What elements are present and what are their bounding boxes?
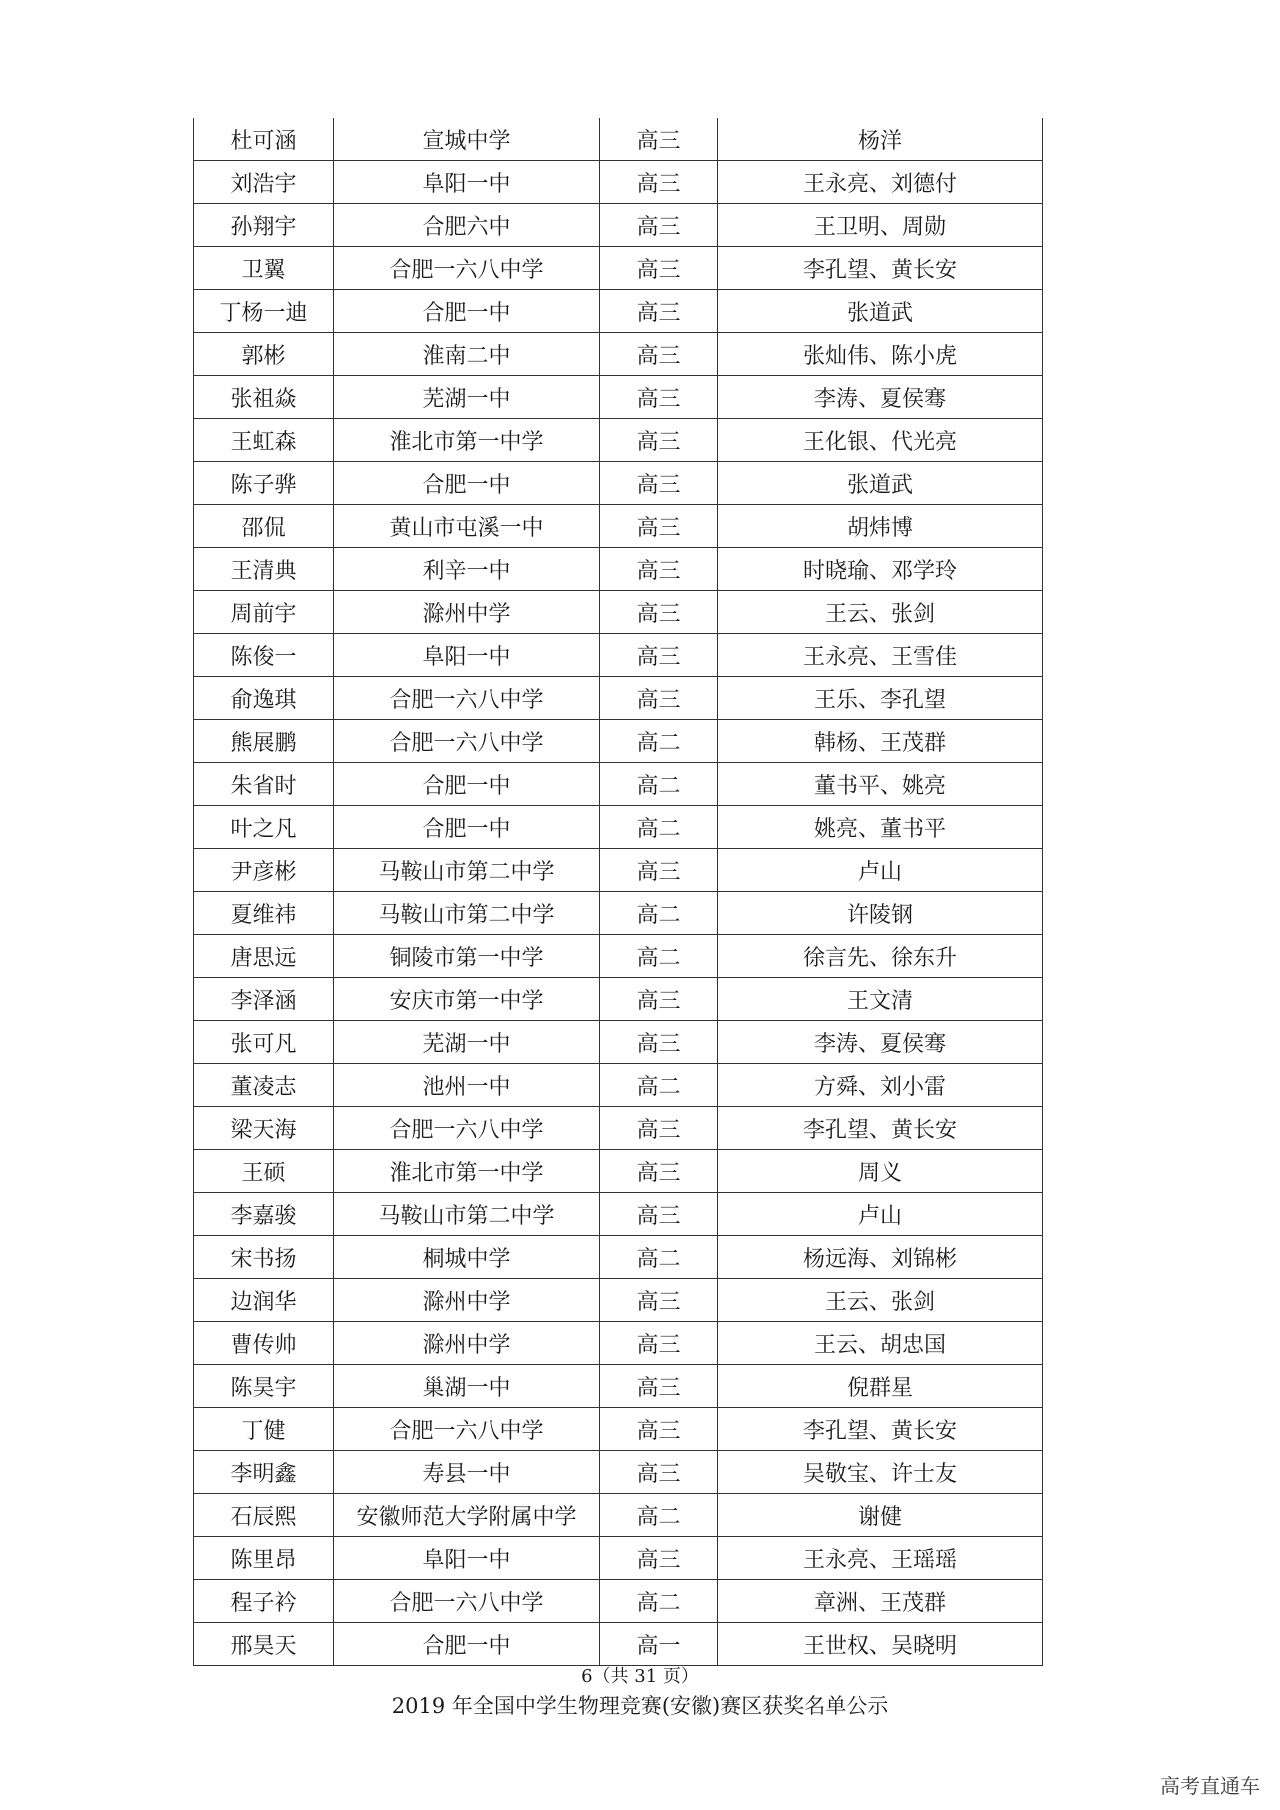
table-row bbox=[194, 806, 1043, 849]
grade-cell: 高三 bbox=[600, 548, 718, 591]
table-row bbox=[194, 849, 1043, 892]
student-name-cell: 陈昊宇 bbox=[194, 1365, 334, 1408]
student-name-cell: 陈里昂 bbox=[194, 1537, 334, 1580]
school-cell: 安徽师范大学附属中学 bbox=[334, 1494, 600, 1537]
table-row bbox=[194, 1279, 1043, 1322]
table-row bbox=[194, 290, 1043, 333]
table-row bbox=[194, 591, 1043, 634]
school-cell: 马鞍山市第二中学 bbox=[334, 892, 600, 935]
student-name-cell: 宋书扬 bbox=[194, 1236, 334, 1279]
table-row bbox=[194, 247, 1043, 290]
grade-cell: 高二 bbox=[600, 720, 718, 763]
grade-cell: 高一 bbox=[600, 1623, 718, 1666]
teacher-cell: 姚亮、董书平 bbox=[718, 806, 1043, 849]
teacher-cell: 王世权、吴晓明 bbox=[718, 1623, 1043, 1666]
teacher-cell: 周义 bbox=[718, 1150, 1043, 1193]
school-cell: 合肥一中 bbox=[334, 1623, 600, 1666]
grade-cell: 高三 bbox=[600, 677, 718, 720]
page-number: 6（共 31 页） bbox=[581, 1666, 699, 1687]
school-cell: 巢湖一中 bbox=[334, 1365, 600, 1408]
table-row bbox=[194, 1623, 1043, 1666]
teacher-cell: 倪群星 bbox=[718, 1365, 1043, 1408]
teacher-cell: 章洲、王茂群 bbox=[718, 1580, 1043, 1623]
student-name-cell: 俞逸琪 bbox=[194, 677, 334, 720]
student-name-cell: 王清典 bbox=[194, 548, 334, 591]
teacher-cell: 王永亮、王雪佳 bbox=[718, 634, 1043, 677]
teacher-cell: 许陵钢 bbox=[718, 892, 1043, 935]
teacher-cell: 王卫明、周勋 bbox=[718, 204, 1043, 247]
school-cell: 芜湖一中 bbox=[334, 1021, 600, 1064]
grade-cell: 高三 bbox=[600, 247, 718, 290]
teacher-cell: 吴敬宝、许士友 bbox=[718, 1451, 1043, 1494]
school-cell: 合肥一六八中学 bbox=[334, 1107, 600, 1150]
teacher-cell: 李涛、夏侯骞 bbox=[718, 376, 1043, 419]
grade-cell: 高三 bbox=[600, 634, 718, 677]
grade-cell: 高二 bbox=[600, 1494, 718, 1537]
grade-cell: 高三 bbox=[600, 204, 718, 247]
school-cell: 利辛一中 bbox=[334, 548, 600, 591]
grade-cell: 高二 bbox=[600, 1580, 718, 1623]
school-cell: 安庆市第一中学 bbox=[334, 978, 600, 1021]
grade-cell: 高三 bbox=[600, 505, 718, 548]
teacher-cell: 王云、张剑 bbox=[718, 1279, 1043, 1322]
school-cell: 合肥一六八中学 bbox=[334, 720, 600, 763]
table-row bbox=[194, 1021, 1043, 1064]
grade-cell: 高三 bbox=[600, 333, 718, 376]
teacher-cell: 王文清 bbox=[718, 978, 1043, 1021]
table-row bbox=[194, 677, 1043, 720]
teacher-cell: 时晓瑜、邓学玲 bbox=[718, 548, 1043, 591]
student-name-cell: 王虹森 bbox=[194, 419, 334, 462]
school-cell: 合肥一中 bbox=[334, 462, 600, 505]
grade-cell: 高二 bbox=[600, 763, 718, 806]
school-cell: 阜阳一中 bbox=[334, 634, 600, 677]
table-row bbox=[194, 720, 1043, 763]
grade-cell: 高二 bbox=[600, 935, 718, 978]
student-name-cell: 李嘉骏 bbox=[194, 1193, 334, 1236]
school-cell: 合肥一中 bbox=[334, 806, 600, 849]
teacher-cell: 王化银、代光亮 bbox=[718, 419, 1043, 462]
student-name-cell: 陈子骅 bbox=[194, 462, 334, 505]
student-name-cell: 边润华 bbox=[194, 1279, 334, 1322]
student-name-cell: 梁天海 bbox=[194, 1107, 334, 1150]
grade-cell: 高二 bbox=[600, 892, 718, 935]
teacher-cell: 李涛、夏侯骞 bbox=[718, 1021, 1043, 1064]
student-name-cell: 张可凡 bbox=[194, 1021, 334, 1064]
teacher-cell: 胡炜博 bbox=[718, 505, 1043, 548]
teacher-cell: 张道武 bbox=[718, 462, 1043, 505]
teacher-cell: 卢山 bbox=[718, 849, 1043, 892]
school-cell: 合肥六中 bbox=[334, 204, 600, 247]
teacher-cell: 张道武 bbox=[718, 290, 1043, 333]
grade-cell: 高三 bbox=[600, 849, 718, 892]
teacher-cell: 张灿伟、陈小虎 bbox=[718, 333, 1043, 376]
student-name-cell: 王硕 bbox=[194, 1150, 334, 1193]
table-row bbox=[194, 1150, 1043, 1193]
student-name-cell: 石辰熙 bbox=[194, 1494, 334, 1537]
school-cell: 合肥一六八中学 bbox=[334, 1408, 600, 1451]
grade-cell: 高三 bbox=[600, 978, 718, 1021]
table-row bbox=[194, 333, 1043, 376]
school-cell: 芜湖一中 bbox=[334, 376, 600, 419]
student-name-cell: 叶之凡 bbox=[194, 806, 334, 849]
table-row bbox=[194, 1408, 1043, 1451]
award-table-body bbox=[194, 118, 1043, 1666]
grade-cell: 高三 bbox=[600, 1193, 718, 1236]
student-name-cell: 程子衿 bbox=[194, 1580, 334, 1623]
grade-cell: 高二 bbox=[600, 1064, 718, 1107]
grade-cell: 高三 bbox=[600, 419, 718, 462]
school-cell: 淮南二中 bbox=[334, 333, 600, 376]
student-name-cell: 杜可涵 bbox=[194, 118, 334, 161]
student-name-cell: 李泽涵 bbox=[194, 978, 334, 1021]
student-name-cell: 唐思远 bbox=[194, 935, 334, 978]
table-row bbox=[194, 1236, 1043, 1279]
school-cell: 合肥一六八中学 bbox=[334, 677, 600, 720]
student-name-cell: 周前宇 bbox=[194, 591, 334, 634]
teacher-cell: 李孔望、黄长安 bbox=[718, 1408, 1043, 1451]
table-row bbox=[194, 978, 1043, 1021]
table-row bbox=[194, 548, 1043, 591]
student-name-cell: 熊展鹏 bbox=[194, 720, 334, 763]
student-name-cell: 夏维祎 bbox=[194, 892, 334, 935]
table-row bbox=[194, 462, 1043, 505]
grade-cell: 高三 bbox=[600, 1279, 718, 1322]
table-row bbox=[194, 763, 1043, 806]
table-row bbox=[194, 419, 1043, 462]
school-cell: 宣城中学 bbox=[334, 118, 600, 161]
student-name-cell: 陈俊一 bbox=[194, 634, 334, 677]
grade-cell: 高三 bbox=[600, 1150, 718, 1193]
table-row bbox=[194, 935, 1043, 978]
school-cell: 合肥一中 bbox=[334, 290, 600, 333]
grade-cell: 高二 bbox=[600, 1236, 718, 1279]
student-name-cell: 郭彬 bbox=[194, 333, 334, 376]
table-row bbox=[194, 118, 1043, 161]
school-cell: 滁州中学 bbox=[334, 591, 600, 634]
school-cell: 滁州中学 bbox=[334, 1322, 600, 1365]
teacher-cell: 王云、张剑 bbox=[718, 591, 1043, 634]
student-name-cell: 张祖焱 bbox=[194, 376, 334, 419]
student-name-cell: 刘浩宇 bbox=[194, 161, 334, 204]
grade-cell: 高三 bbox=[600, 1451, 718, 1494]
teacher-cell: 卢山 bbox=[718, 1193, 1043, 1236]
grade-cell: 高三 bbox=[600, 591, 718, 634]
table-row bbox=[194, 892, 1043, 935]
teacher-cell: 谢健 bbox=[718, 1494, 1043, 1537]
table-row bbox=[194, 376, 1043, 419]
grade-cell: 高三 bbox=[600, 161, 718, 204]
school-cell: 铜陵市第一中学 bbox=[334, 935, 600, 978]
school-cell: 合肥一六八中学 bbox=[334, 1580, 600, 1623]
school-cell: 马鞍山市第二中学 bbox=[334, 1193, 600, 1236]
teacher-cell: 王永亮、王瑶瑶 bbox=[718, 1537, 1043, 1580]
student-name-cell: 邢昊天 bbox=[194, 1623, 334, 1666]
teacher-cell: 杨远海、刘锦彬 bbox=[718, 1236, 1043, 1279]
student-name-cell: 孙翔宇 bbox=[194, 204, 334, 247]
grade-cell: 高三 bbox=[600, 290, 718, 333]
school-cell: 寿县一中 bbox=[334, 1451, 600, 1494]
school-cell: 黄山市屯溪一中 bbox=[334, 505, 600, 548]
grade-cell: 高三 bbox=[600, 1408, 718, 1451]
teacher-cell: 王乐、李孔望 bbox=[718, 677, 1043, 720]
table-row bbox=[194, 505, 1043, 548]
document-title: 2019 年全国中学生物理竞赛(安徽)赛区获奖名单公示 bbox=[391, 1694, 889, 1718]
student-name-cell: 丁健 bbox=[194, 1408, 334, 1451]
grade-cell: 高三 bbox=[600, 376, 718, 419]
grade-cell: 高二 bbox=[600, 806, 718, 849]
table-row bbox=[194, 1494, 1043, 1537]
school-cell: 滁州中学 bbox=[334, 1279, 600, 1322]
table-row bbox=[194, 1365, 1043, 1408]
school-cell: 阜阳一中 bbox=[334, 161, 600, 204]
student-name-cell: 朱省时 bbox=[194, 763, 334, 806]
student-name-cell: 卫翼 bbox=[194, 247, 334, 290]
school-cell: 桐城中学 bbox=[334, 1236, 600, 1279]
table-row bbox=[194, 1451, 1043, 1494]
student-name-cell: 邵侃 bbox=[194, 505, 334, 548]
grade-cell: 高三 bbox=[600, 1537, 718, 1580]
table-row bbox=[194, 1064, 1043, 1107]
grade-cell: 高三 bbox=[600, 1107, 718, 1150]
school-cell: 马鞍山市第二中学 bbox=[334, 849, 600, 892]
teacher-cell: 方舜、刘小雷 bbox=[718, 1064, 1043, 1107]
watermark-text: 高考直通车 bbox=[1160, 1774, 1260, 1798]
table-row bbox=[194, 1322, 1043, 1365]
student-name-cell: 董凌志 bbox=[194, 1064, 334, 1107]
grade-cell: 高三 bbox=[600, 1021, 718, 1064]
grade-cell: 高三 bbox=[600, 1365, 718, 1408]
grade-cell: 高三 bbox=[600, 1322, 718, 1365]
student-name-cell: 曹传帅 bbox=[194, 1322, 334, 1365]
table-row bbox=[194, 161, 1043, 204]
student-name-cell: 尹彦彬 bbox=[194, 849, 334, 892]
table-row bbox=[194, 1193, 1043, 1236]
teacher-cell: 李孔望、黄长安 bbox=[718, 1107, 1043, 1150]
teacher-cell: 韩杨、王茂群 bbox=[718, 720, 1043, 763]
teacher-cell: 王永亮、刘德付 bbox=[718, 161, 1043, 204]
student-name-cell: 李明鑫 bbox=[194, 1451, 334, 1494]
school-cell: 池州一中 bbox=[334, 1064, 600, 1107]
student-name-cell: 丁杨一迪 bbox=[194, 290, 334, 333]
school-cell: 合肥一中 bbox=[334, 763, 600, 806]
teacher-cell: 徐言先、徐东升 bbox=[718, 935, 1043, 978]
table-row bbox=[194, 1537, 1043, 1580]
school-cell: 淮北市第一中学 bbox=[334, 1150, 600, 1193]
award-table bbox=[193, 118, 1043, 1666]
teacher-cell: 李孔望、黄长安 bbox=[718, 247, 1043, 290]
school-cell: 合肥一六八中学 bbox=[334, 247, 600, 290]
grade-cell: 高三 bbox=[600, 118, 718, 161]
table-row bbox=[194, 1580, 1043, 1623]
school-cell: 阜阳一中 bbox=[334, 1537, 600, 1580]
school-cell: 淮北市第一中学 bbox=[334, 419, 600, 462]
teacher-cell: 杨洋 bbox=[718, 118, 1043, 161]
table-row bbox=[194, 634, 1043, 677]
grade-cell: 高三 bbox=[600, 462, 718, 505]
teacher-cell: 王云、胡忠国 bbox=[718, 1322, 1043, 1365]
table-row bbox=[194, 204, 1043, 247]
table-row bbox=[194, 1107, 1043, 1150]
teacher-cell: 董书平、姚亮 bbox=[718, 763, 1043, 806]
